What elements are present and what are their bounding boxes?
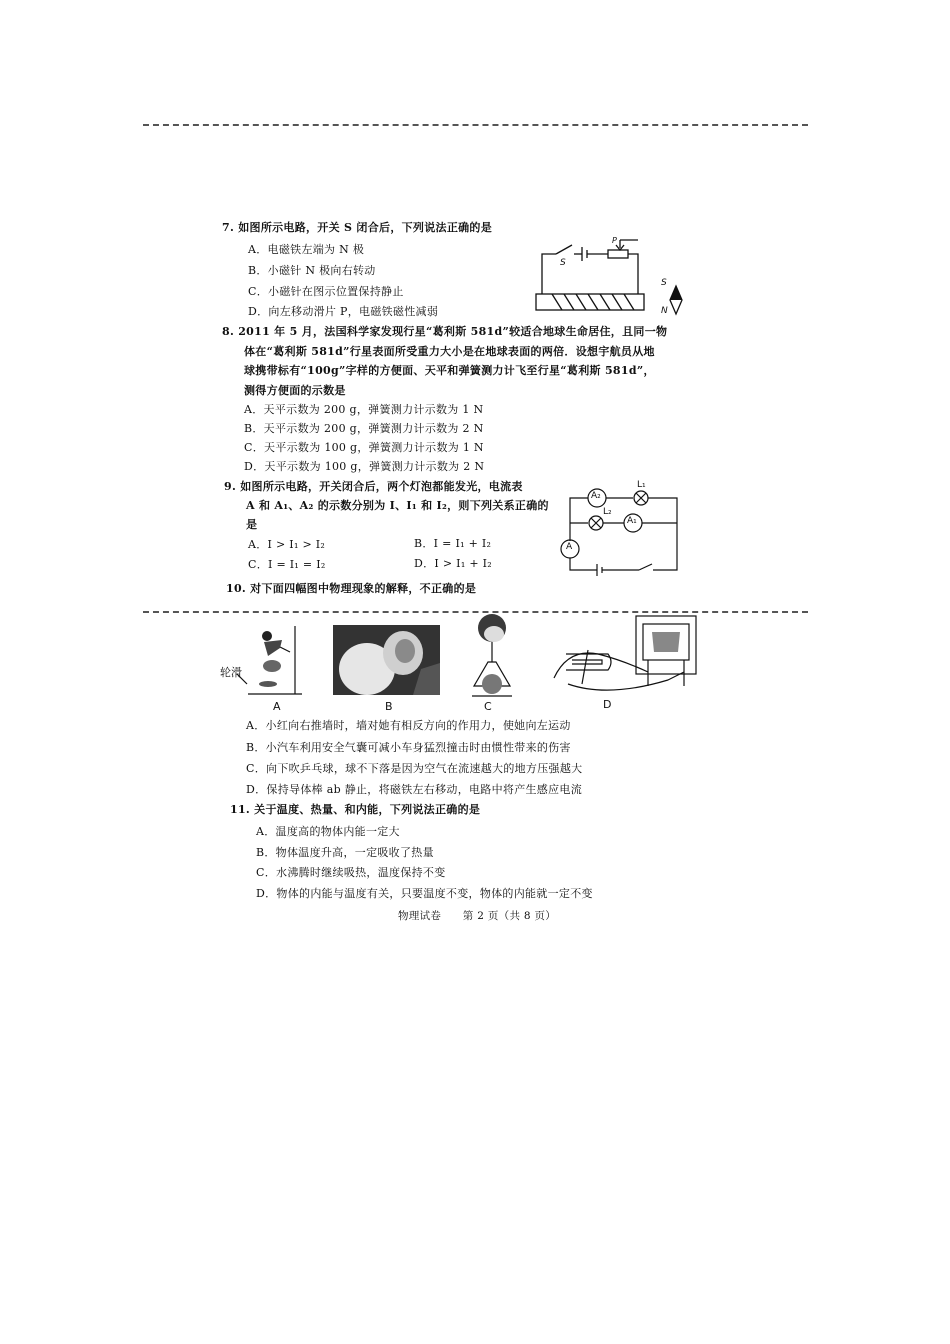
q7-switch-label: S — [560, 258, 566, 268]
q10-skate-label: 轮滑 — [220, 666, 242, 679]
q7-stem: 7. 如图所示电路，开关 S 闭合后，下列说法正确的是 — [222, 221, 493, 234]
q7-option-b: B．小磁针 N 极向右转动 — [248, 264, 376, 277]
q11-option-a: A．温度高的物体内能一定大 — [256, 825, 400, 838]
q10-figure-a-skater — [220, 622, 305, 697]
q10-label-d: D — [603, 698, 612, 711]
q7-option-c: C．小磁针在图示位置保持静止 — [248, 285, 404, 298]
q9-option-a: A．I > I₁ > I₂ — [248, 538, 326, 551]
q8-stem-line-3: 球携带标有“100g”字样的方便面、天平和弹簧测力计飞至行星“葛利斯 581d”， — [244, 364, 655, 377]
q10-stem: 10. 对下面四幅图中物理现象的解释，不正确的是 — [226, 582, 477, 595]
q9-lamp-l1-label: L₁ — [637, 480, 646, 490]
q9-lamp-l2-label: L₂ — [603, 507, 612, 517]
q8-stem-line-4: 测得方便面的示数是 — [244, 384, 346, 397]
q11-stem: 11. 关于温度、热量、和内能，下列说法正确的是 — [230, 803, 481, 816]
q10-figure-d-induction — [548, 614, 708, 698]
q9-option-c: C．I = I₁ = I₂ — [248, 558, 326, 571]
q9-ammeter-a2-label: A₂ — [591, 491, 601, 501]
q7-needle-n-label: N — [661, 306, 668, 316]
q10-option-a: A．小红向右推墙时，墙对她有相反方向的作用力，使她向左运动 — [246, 719, 571, 732]
q8-stem-line-2: 体在“葛利斯 581d”行星表面所受重力大小是在地球表面的两倍．设想宇航员从地 — [244, 345, 655, 358]
q8-option-a: A．天平示数为 200 g，弹簧测力计示数为 1 N — [244, 403, 484, 416]
q7-slider-label: P — [612, 236, 617, 245]
q9-parallel-circuit-figure — [555, 478, 690, 578]
q9-ammeter-a-label: A — [566, 542, 573, 552]
q11-option-d: D．物体的内能与温度有关，只要温度不变，物体的内能就一定不变 — [256, 887, 593, 900]
q9-option-b: B．I = I₁ + I₂ — [414, 537, 492, 550]
q10-option-c: C．向下吹乒乓球，球不下落是因为空气在流速越大的地方压强越大 — [246, 762, 583, 775]
q8-option-d: D．天平示数为 100 g，弹簧测力计示数为 2 N — [244, 460, 485, 473]
q11-option-c: C．水沸腾时继续吸热，温度保持不变 — [256, 866, 446, 879]
q11-option-b: B．物体温度升高，一定吸收了热量 — [256, 846, 434, 859]
q9-stem-line-1: 9. 如图所示电路，开关闭合后，两个灯泡都能发光，电流表 — [224, 480, 523, 493]
q7-needle-s-label: S — [661, 278, 667, 288]
q10-label-b: B — [385, 700, 393, 713]
q10-option-b: B．小汽车利用安全气囊可减小车身猛烈撞击时由惯性带来的伤害 — [246, 741, 571, 754]
q8-option-c: C．天平示数为 100 g，弹簧测力计示数为 1 N — [244, 441, 484, 454]
q10-label-a: A — [273, 700, 281, 713]
q7-option-d: D．向左移动滑片 P，电磁铁磁性减弱 — [248, 305, 439, 318]
q9-ammeter-a1-label: A₁ — [627, 516, 637, 526]
q8-option-b: B．天平示数为 200 g，弹簧测力计示数为 2 N — [244, 422, 484, 435]
q10-option-d: D．保持导体棒 ab 静止，将磁铁左右移动，电路中将产生感应电流 — [246, 783, 583, 796]
page-footer: 物理试卷 第 2 页（共 8 页） — [398, 910, 557, 922]
q9-stem-line-3: 是 — [246, 518, 258, 531]
q9-option-d: D．I > I₁ + I₂ — [414, 557, 492, 570]
q10-label-c: C — [484, 700, 492, 713]
q10-figure-c-pingpong — [458, 610, 530, 700]
top-divider — [143, 124, 808, 126]
q8-stem-line-1: 8. 2011 年 5 月，法国科学家发现行星“葛利斯 581d”较适合地球生命居住，且同一物 — [222, 325, 668, 338]
q9-stem-line-2: A 和 A₁、A₂ 的示数分别为 I、I₁ 和 I₂，则下列关系正确的 — [246, 499, 549, 512]
q7-option-a: A．电磁铁左端为 N 极 — [248, 243, 365, 256]
q7-electromagnet-circuit-figure — [530, 234, 690, 318]
q10-figure-b-airbag-photo — [333, 625, 440, 695]
